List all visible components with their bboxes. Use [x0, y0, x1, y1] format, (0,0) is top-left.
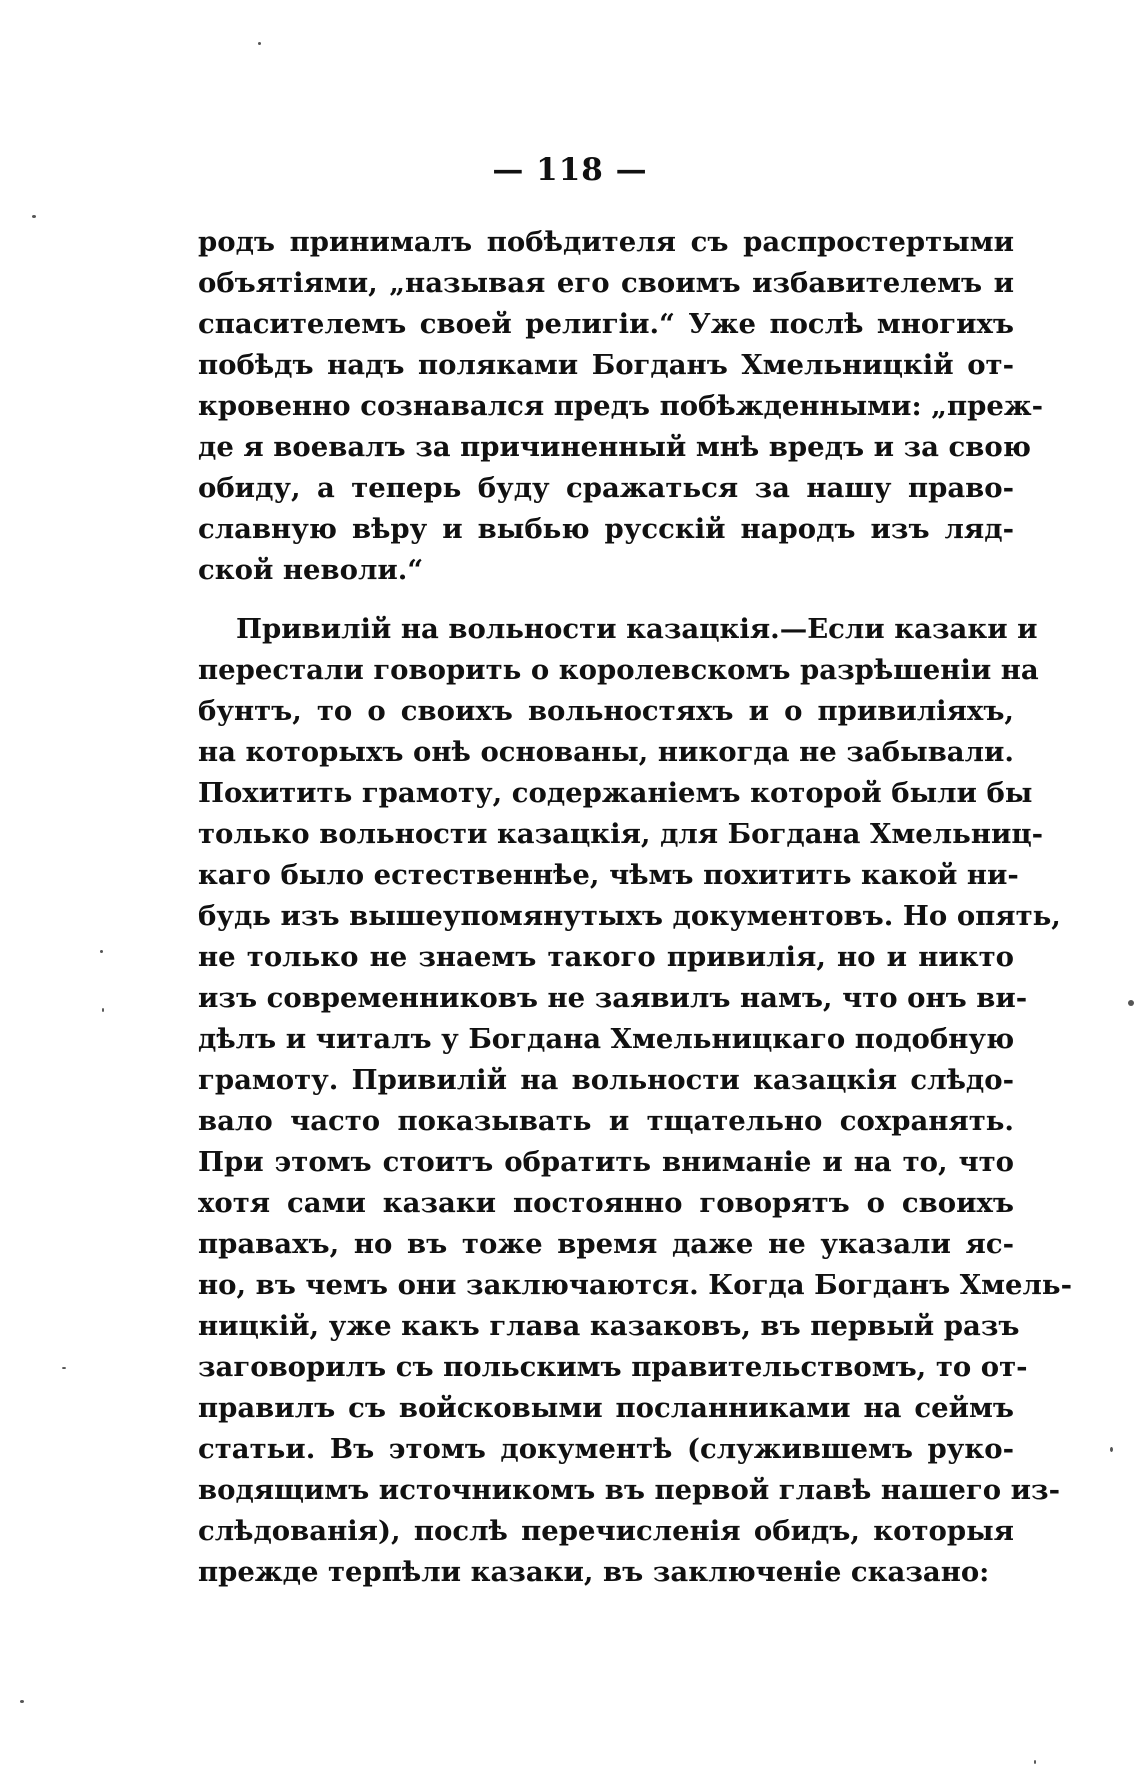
text-line: кровенно сознавался предъ побѣжденными: „преж-: [198, 390, 1044, 422]
text-line: на которыхъ онѣ основаны, никогда не забывали.: [198, 736, 1014, 768]
text-line: статьи. Въ этомъ документѣ (служившемъ руко-: [198, 1433, 1014, 1465]
text-line: обиду, а теперь буду сражаться за нашу право-: [198, 472, 1014, 504]
text-line: изъ современниковъ не заявилъ намъ, что онъ ви-: [198, 982, 1028, 1014]
text-line: только вольности казацкія, для Богдана Хмельниц-: [198, 818, 1044, 850]
text-line: хотя сами казаки постоянно говорятъ о своихъ: [198, 1187, 1014, 1219]
text-line: правахъ, но въ тоже время даже не указали яс-: [198, 1228, 1014, 1260]
paragraph: [198, 609, 1072, 1593]
text-line: прежде терпѣли казаки, въ заключеніе сказано:: [198, 1556, 990, 1588]
text-line: де я воевалъ за причиненный мнѣ вредъ и за свою: [198, 431, 1031, 463]
scan-speck: [1128, 1000, 1134, 1006]
text-line: ской неволи.“: [198, 554, 424, 586]
text-line: правилъ съ войсковыми посланниками на сеймъ: [198, 1392, 1014, 1424]
text-line: побѣдъ надъ поляками Богданъ Хмельницкій от-: [198, 349, 1014, 381]
text-line: родъ принималъ побѣдителя съ распростертыми: [198, 226, 1014, 258]
text-line: водящимъ источникомъ въ первой главѣ нашего из-: [198, 1474, 1060, 1506]
scan-speck: [1110, 1447, 1113, 1452]
text-line: вало часто показывать и тщательно сохранять.: [198, 1105, 1014, 1137]
paragraph-gap: [198, 591, 1014, 609]
scan-speck: [100, 950, 103, 953]
scan-speck: [20, 1700, 24, 1703]
text-line: Привилій на вольности казацкія.—Если казаки и: [236, 613, 1038, 645]
body-text: [198, 222, 1072, 1593]
page-number: — 118 —: [492, 152, 648, 188]
scan-speck: [258, 42, 261, 45]
text-line: объятіями, „называя его своимъ избавителемъ и: [198, 267, 1014, 299]
text-line: ницкій, уже какъ глава казаковъ, въ первый разъ: [198, 1310, 1020, 1342]
scan-speck: [102, 1008, 104, 1012]
text-line: слѣдованія), послѣ перечисленія обидъ, которыя: [198, 1515, 1014, 1547]
text-line: При этомъ стоитъ обратить вниманіе и на то, что: [198, 1146, 1014, 1178]
text-line: заговорилъ съ польскимъ правительствомъ, то от-: [198, 1351, 1028, 1383]
text-line: будь изъ вышеупомянутыхъ документовъ. Но опять,: [198, 900, 1061, 932]
text-line: грамоту. Привилій на вольности казацкія слѣдо-: [198, 1064, 1014, 1096]
text-line: бунтъ, то о своихъ вольностяхъ и о привиліяхъ,: [198, 695, 1014, 727]
text-line: спасителемъ своей религіи.“ Уже послѣ многихъ: [198, 308, 1014, 340]
scan-speck: [1034, 1760, 1036, 1764]
text-line: не только не знаемъ такого привилія, но и никто: [198, 941, 1014, 973]
text-line: перестали говорить о королевскомъ разрѣшеніи на: [198, 654, 1039, 686]
paragraph: [198, 222, 1044, 591]
text-line: Похитить грамоту, содержаніемъ которой были бы: [198, 777, 1033, 809]
scan-speck: [32, 215, 36, 218]
scan-speck: [62, 1367, 66, 1369]
text-line: но, въ чемъ они заключаются. Когда Богданъ Хмель-: [198, 1269, 1072, 1301]
text-line: дѣлъ и читалъ у Богдана Хмельницкаго подобную: [198, 1023, 1015, 1055]
text-line: каго было естественнѣе, чѣмъ похитить какой ни-: [198, 859, 1019, 891]
text-line: славную вѣру и выбью русскій народъ изъ ляд-: [198, 513, 1014, 545]
